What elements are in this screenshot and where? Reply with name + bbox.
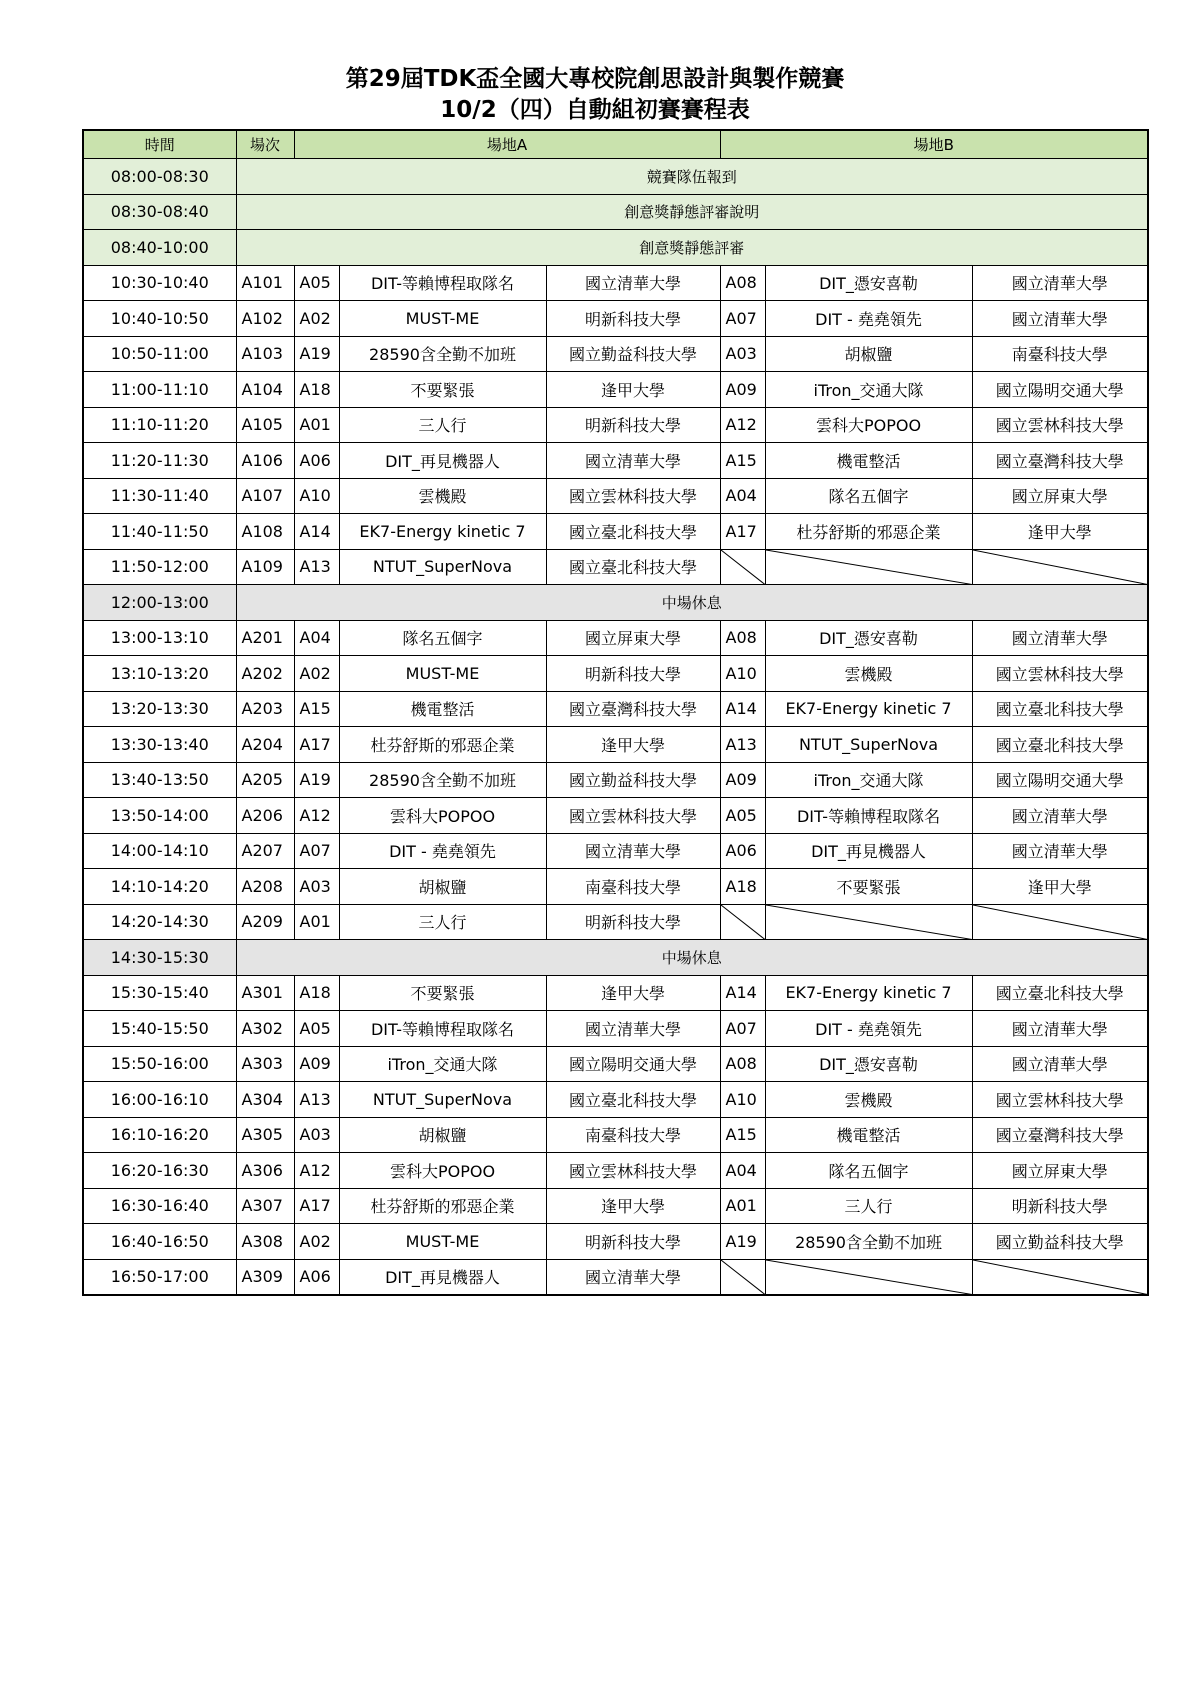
venue-b-school: 國立屏東大學 (972, 1153, 1148, 1189)
break-label: 競賽隊伍報到 (236, 159, 1148, 195)
session-cell: A107 (236, 478, 294, 514)
venue-a-team-code: A06 (294, 443, 339, 479)
venue-b-team-name: iTron_交通大隊 (765, 372, 972, 408)
match-row (83, 727, 1148, 763)
venue-a-school: 南臺科技大學 (546, 869, 720, 905)
venue-b-school: 國立陽明交通大學 (972, 372, 1148, 408)
session-cell: A207 (236, 833, 294, 869)
venue-a-team-code: A19 (294, 336, 339, 372)
session-cell: A204 (236, 727, 294, 763)
venue-a-team-code: A18 (294, 975, 339, 1011)
venue-b-team-name: NTUT_SuperNova (765, 727, 972, 763)
venue-b-team-code: A03 (720, 336, 765, 372)
venue-a-school: 國立清華大學 (546, 1011, 720, 1047)
venue-b-team-name: EK7-Energy kinetic 7 (765, 691, 972, 727)
break-row (83, 940, 1148, 976)
match-row (83, 620, 1148, 656)
venue-b-team-code: A10 (720, 1082, 765, 1118)
venue-b-school: 國立臺北科技大學 (972, 727, 1148, 763)
venue-b-school: 國立雲林科技大學 (972, 656, 1148, 692)
session-cell: A205 (236, 762, 294, 798)
venue-b-empty-team (765, 904, 972, 940)
time-cell: 16:50-17:00 (83, 1259, 236, 1295)
time-cell: 10:30-10:40 (83, 265, 236, 301)
venue-a-team-code: A02 (294, 301, 339, 337)
venue-a-team-code: A19 (294, 762, 339, 798)
time-cell: 14:10-14:20 (83, 869, 236, 905)
diagonal-strike (721, 1260, 765, 1295)
time-cell: 11:40-11:50 (83, 514, 236, 550)
venue-b-team-code: A08 (720, 620, 765, 656)
venue-b-team-code: A07 (720, 301, 765, 337)
venue-b-team-name: DIT_再見機器人 (765, 833, 972, 869)
venue-b-team-name: DIT - 堯堯領先 (765, 301, 972, 337)
venue-a-team-code: A02 (294, 1224, 339, 1260)
diagonal-strike (766, 550, 972, 585)
header-time: 時間 (83, 130, 236, 159)
venue-b-empty-school (972, 904, 1148, 940)
time-cell: 14:00-14:10 (83, 833, 236, 869)
session-cell: A105 (236, 407, 294, 443)
venue-b-school: 國立清華大學 (972, 833, 1148, 869)
venue-a-team-name: DIT-等賴博程取隊名 (339, 265, 546, 301)
header-row (83, 130, 1148, 159)
venue-b-team-code: A09 (720, 372, 765, 408)
match-row (83, 798, 1148, 834)
venue-b-team-code: A06 (720, 833, 765, 869)
time-cell: 16:20-16:30 (83, 1153, 236, 1189)
venue-b-team-code: A10 (720, 656, 765, 692)
diagonal-strike (721, 905, 765, 940)
session-cell: A104 (236, 372, 294, 408)
header-venue-b: 場地B (720, 130, 1148, 159)
venue-b-empty-code (720, 904, 765, 940)
venue-b-school: 國立臺灣科技大學 (972, 443, 1148, 479)
venue-b-team-name: 隊名五個字 (765, 478, 972, 514)
venue-a-school: 國立勤益科技大學 (546, 762, 720, 798)
venue-a-team-name: 三人行 (339, 407, 546, 443)
time-cell: 10:50-11:00 (83, 336, 236, 372)
venue-b-school: 國立清華大學 (972, 620, 1148, 656)
time-cell: 11:20-11:30 (83, 443, 236, 479)
time-cell: 15:50-16:00 (83, 1046, 236, 1082)
venue-a-team-code: A06 (294, 1259, 339, 1295)
venue-a-school: 國立臺北科技大學 (546, 549, 720, 585)
match-row (83, 762, 1148, 798)
venue-a-school: 明新科技大學 (546, 301, 720, 337)
match-row (83, 407, 1148, 443)
venue-a-school: 明新科技大學 (546, 1224, 720, 1260)
session-cell: A208 (236, 869, 294, 905)
venue-a-school: 國立雲林科技大學 (546, 1153, 720, 1189)
venue-b-team-code: A09 (720, 762, 765, 798)
session-cell: A306 (236, 1153, 294, 1189)
venue-a-team-code: A13 (294, 549, 339, 585)
venue-a-school: 國立屏東大學 (546, 620, 720, 656)
time-cell: 13:40-13:50 (83, 762, 236, 798)
venue-b-team-name: DIT_憑安喜勒 (765, 265, 972, 301)
venue-a-team-name: DIT_再見機器人 (339, 443, 546, 479)
time-cell: 15:40-15:50 (83, 1011, 236, 1047)
venue-a-school: 國立清華大學 (546, 443, 720, 479)
time-cell: 15:30-15:40 (83, 975, 236, 1011)
venue-a-team-code: A03 (294, 869, 339, 905)
venue-a-team-name: 三人行 (339, 904, 546, 940)
match-row (83, 1046, 1148, 1082)
venue-b-school: 逢甲大學 (972, 514, 1148, 550)
session-cell: A108 (236, 514, 294, 550)
venue-b-team-code: A19 (720, 1224, 765, 1260)
venue-a-school: 國立勤益科技大學 (546, 336, 720, 372)
time-cell: 13:50-14:00 (83, 798, 236, 834)
venue-a-team-name: DIT - 堯堯領先 (339, 833, 546, 869)
venue-a-school: 國立雲林科技大學 (546, 478, 720, 514)
header-venue-a: 場地A (294, 130, 720, 159)
venue-b-team-code: A08 (720, 265, 765, 301)
venue-b-school: 國立屏東大學 (972, 478, 1148, 514)
venue-a-school: 國立清華大學 (546, 833, 720, 869)
header-session: 場次 (236, 130, 294, 159)
venue-a-team-code: A15 (294, 691, 339, 727)
venue-b-school: 國立陽明交通大學 (972, 762, 1148, 798)
venue-b-school: 國立勤益科技大學 (972, 1224, 1148, 1260)
time-cell: 14:30-15:30 (83, 940, 236, 976)
venue-a-team-name: 杜芬舒斯的邪惡企業 (339, 1188, 546, 1224)
venue-a-team-name: DIT-等賴博程取隊名 (339, 1011, 546, 1047)
venue-b-school: 明新科技大學 (972, 1188, 1148, 1224)
match-row (83, 514, 1148, 550)
session-cell: A103 (236, 336, 294, 372)
venue-a-team-name: 28590含全勤不加班 (339, 336, 546, 372)
session-cell: A201 (236, 620, 294, 656)
match-row (83, 265, 1148, 301)
venue-a-team-name: NTUT_SuperNova (339, 549, 546, 585)
venue-b-empty-school (972, 1259, 1148, 1295)
time-cell: 11:00-11:10 (83, 372, 236, 408)
session-cell: A202 (236, 656, 294, 692)
venue-a-school: 國立臺灣科技大學 (546, 691, 720, 727)
venue-a-school: 國立臺北科技大學 (546, 1082, 720, 1118)
break-label: 中場休息 (236, 585, 1148, 621)
break-row (83, 159, 1148, 195)
session-cell: A301 (236, 975, 294, 1011)
venue-a-team-name: 隊名五個字 (339, 620, 546, 656)
session-cell: A305 (236, 1117, 294, 1153)
venue-b-school: 國立臺北科技大學 (972, 975, 1148, 1011)
match-row (83, 549, 1148, 585)
venue-a-team-code: A05 (294, 1011, 339, 1047)
venue-a-school: 明新科技大學 (546, 407, 720, 443)
session-cell: A206 (236, 798, 294, 834)
venue-b-team-name: 機電整活 (765, 1117, 972, 1153)
session-cell: A109 (236, 549, 294, 585)
venue-b-team-code: A15 (720, 443, 765, 479)
venue-a-team-name: 雲科大POPOO (339, 1153, 546, 1189)
session-cell: A102 (236, 301, 294, 337)
time-cell: 11:10-11:20 (83, 407, 236, 443)
venue-b-team-name: 28590含全勤不加班 (765, 1224, 972, 1260)
session-cell: A302 (236, 1011, 294, 1047)
time-cell: 08:00-08:30 (83, 159, 236, 195)
diagonal-strike (766, 905, 972, 940)
venue-b-team-name: 杜芬舒斯的邪惡企業 (765, 514, 972, 550)
venue-b-team-code: A08 (720, 1046, 765, 1082)
venue-b-school: 國立臺北科技大學 (972, 691, 1148, 727)
diagonal-strike (973, 550, 1148, 585)
venue-b-school: 國立清華大學 (972, 265, 1148, 301)
venue-b-team-code: A04 (720, 1153, 765, 1189)
venue-a-team-name: iTron_交通大隊 (339, 1046, 546, 1082)
match-row (83, 301, 1148, 337)
document-subtitle: 10/2（四）自動組初賽賽程表 (440, 97, 750, 123)
venue-a-school: 逢甲大學 (546, 372, 720, 408)
match-row (83, 478, 1148, 514)
session-cell: A307 (236, 1188, 294, 1224)
venue-b-team-name: DIT-等賴博程取隊名 (765, 798, 972, 834)
venue-a-team-code: A18 (294, 372, 339, 408)
venue-a-school: 逢甲大學 (546, 727, 720, 763)
venue-b-team-code: A04 (720, 478, 765, 514)
venue-a-team-code: A03 (294, 1117, 339, 1153)
venue-b-empty-school (972, 549, 1148, 585)
venue-a-school: 國立清華大學 (546, 265, 720, 301)
match-row (83, 691, 1148, 727)
session-cell: A308 (236, 1224, 294, 1260)
venue-a-team-code: A01 (294, 904, 339, 940)
venue-b-school: 國立清華大學 (972, 301, 1148, 337)
venue-b-team-name: DIT_憑安喜勒 (765, 620, 972, 656)
session-cell: A106 (236, 443, 294, 479)
venue-b-school: 國立臺灣科技大學 (972, 1117, 1148, 1153)
break-label: 創意獎靜態評審說明 (236, 194, 1148, 230)
venue-a-team-code: A02 (294, 656, 339, 692)
venue-a-team-code: A05 (294, 265, 339, 301)
break-label: 創意獎靜態評審 (236, 230, 1148, 266)
venue-b-team-code: A14 (720, 691, 765, 727)
venue-a-school: 國立清華大學 (546, 1259, 720, 1295)
diagonal-strike (973, 1260, 1148, 1295)
venue-b-team-code: A01 (720, 1188, 765, 1224)
venue-a-team-code: A17 (294, 1188, 339, 1224)
venue-a-school: 國立陽明交通大學 (546, 1046, 720, 1082)
venue-b-school: 國立雲林科技大學 (972, 407, 1148, 443)
venue-a-team-name: 胡椒鹽 (339, 869, 546, 905)
break-row (83, 194, 1148, 230)
time-cell: 11:50-12:00 (83, 549, 236, 585)
venue-a-team-code: A14 (294, 514, 339, 550)
venue-b-school: 逢甲大學 (972, 869, 1148, 905)
time-cell: 16:00-16:10 (83, 1082, 236, 1118)
venue-b-team-code: A15 (720, 1117, 765, 1153)
venue-b-team-name: 機電整活 (765, 443, 972, 479)
venue-a-team-code: A09 (294, 1046, 339, 1082)
venue-a-team-code: A07 (294, 833, 339, 869)
venue-b-team-name: DIT - 堯堯領先 (765, 1011, 972, 1047)
venue-b-team-code: A14 (720, 975, 765, 1011)
match-row (83, 1011, 1148, 1047)
venue-a-team-name: 不要緊張 (339, 975, 546, 1011)
venue-b-school: 國立雲林科技大學 (972, 1082, 1148, 1118)
venue-b-team-name: 不要緊張 (765, 869, 972, 905)
venue-a-team-code: A01 (294, 407, 339, 443)
venue-a-school: 國立雲林科技大學 (546, 798, 720, 834)
time-cell: 10:40-10:50 (83, 301, 236, 337)
session-cell: A209 (236, 904, 294, 940)
document-title: 第29屆TDK盃全國大專校院創思設計與製作競賽 (345, 66, 845, 92)
venue-a-school: 明新科技大學 (546, 904, 720, 940)
venue-b-team-name: 雲機殿 (765, 656, 972, 692)
venue-a-team-code: A10 (294, 478, 339, 514)
schedule-body (83, 159, 1148, 1296)
match-row (83, 372, 1148, 408)
venue-b-school: 國立清華大學 (972, 798, 1148, 834)
time-cell: 13:30-13:40 (83, 727, 236, 763)
break-row (83, 230, 1148, 266)
match-row (83, 443, 1148, 479)
venue-a-team-name: MUST-ME (339, 656, 546, 692)
venue-b-team-name: 胡椒鹽 (765, 336, 972, 372)
match-row (83, 869, 1148, 905)
venue-b-empty-code (720, 549, 765, 585)
venue-b-team-name: 雲機殿 (765, 1082, 972, 1118)
venue-a-team-code: A13 (294, 1082, 339, 1118)
match-row (83, 1188, 1148, 1224)
venue-b-team-code: A12 (720, 407, 765, 443)
venue-b-team-name: EK7-Energy kinetic 7 (765, 975, 972, 1011)
venue-b-empty-team (765, 1259, 972, 1295)
venue-a-team-name: MUST-ME (339, 1224, 546, 1260)
match-row (83, 1153, 1148, 1189)
venue-b-team-code: A17 (720, 514, 765, 550)
match-row (83, 833, 1148, 869)
venue-a-team-name: 雲科大POPOO (339, 798, 546, 834)
venue-b-team-code: A13 (720, 727, 765, 763)
match-row (83, 975, 1148, 1011)
venue-b-team-name: DIT_憑安喜勒 (765, 1046, 972, 1082)
venue-b-team-name: 雲科大POPOO (765, 407, 972, 443)
session-cell: A304 (236, 1082, 294, 1118)
venue-a-team-name: NTUT_SuperNova (339, 1082, 546, 1118)
venue-a-team-name: DIT_再見機器人 (339, 1259, 546, 1295)
schedule-table (82, 129, 1149, 1296)
venue-a-school: 逢甲大學 (546, 1188, 720, 1224)
venue-a-team-name: 28590含全勤不加班 (339, 762, 546, 798)
venue-a-school: 逢甲大學 (546, 975, 720, 1011)
venue-b-team-name: iTron_交通大隊 (765, 762, 972, 798)
venue-b-school: 南臺科技大學 (972, 336, 1148, 372)
match-row (83, 1117, 1148, 1153)
time-cell: 08:40-10:00 (83, 230, 236, 266)
time-cell: 11:30-11:40 (83, 478, 236, 514)
venue-a-school: 國立臺北科技大學 (546, 514, 720, 550)
venue-b-team-code: A07 (720, 1011, 765, 1047)
diagonal-strike (766, 1260, 972, 1295)
venue-a-school: 南臺科技大學 (546, 1117, 720, 1153)
venue-a-team-code: A12 (294, 798, 339, 834)
venue-b-school: 國立清華大學 (972, 1046, 1148, 1082)
session-cell: A303 (236, 1046, 294, 1082)
time-cell: 12:00-13:00 (83, 585, 236, 621)
session-cell: A203 (236, 691, 294, 727)
venue-a-team-name: MUST-ME (339, 301, 546, 337)
venue-a-team-name: 機電整活 (339, 691, 546, 727)
time-cell: 08:30-08:40 (83, 194, 236, 230)
venue-a-team-name: EK7-Energy kinetic 7 (339, 514, 546, 550)
venue-a-team-code: A04 (294, 620, 339, 656)
venue-a-team-name: 雲機殿 (339, 478, 546, 514)
venue-b-school: 國立清華大學 (972, 1011, 1148, 1047)
venue-a-team-code: A12 (294, 1153, 339, 1189)
venue-b-team-code: A05 (720, 798, 765, 834)
time-cell: 16:40-16:50 (83, 1224, 236, 1260)
time-cell: 16:30-16:40 (83, 1188, 236, 1224)
match-row (83, 336, 1148, 372)
venue-a-team-name: 胡椒鹽 (339, 1117, 546, 1153)
venue-b-team-name: 三人行 (765, 1188, 972, 1224)
session-cell: A309 (236, 1259, 294, 1295)
match-row (83, 1224, 1148, 1260)
break-label: 中場休息 (236, 940, 1148, 976)
time-cell: 14:20-14:30 (83, 904, 236, 940)
venue-b-team-name: 隊名五個字 (765, 1153, 972, 1189)
match-row (83, 1259, 1148, 1295)
venue-b-team-code: A18 (720, 869, 765, 905)
break-row (83, 585, 1148, 621)
venue-a-team-name: 不要緊張 (339, 372, 546, 408)
diagonal-strike (721, 550, 765, 585)
match-row (83, 656, 1148, 692)
venue-b-empty-code (720, 1259, 765, 1295)
time-cell: 13:20-13:30 (83, 691, 236, 727)
venue-a-school: 明新科技大學 (546, 656, 720, 692)
time-cell: 13:10-13:20 (83, 656, 236, 692)
session-cell: A101 (236, 265, 294, 301)
time-cell: 13:00-13:10 (83, 620, 236, 656)
venue-b-empty-team (765, 549, 972, 585)
match-row (83, 904, 1148, 940)
venue-a-team-name: 杜芬舒斯的邪惡企業 (339, 727, 546, 763)
match-row (83, 1082, 1148, 1118)
time-cell: 16:10-16:20 (83, 1117, 236, 1153)
venue-a-team-code: A17 (294, 727, 339, 763)
diagonal-strike (973, 905, 1148, 940)
